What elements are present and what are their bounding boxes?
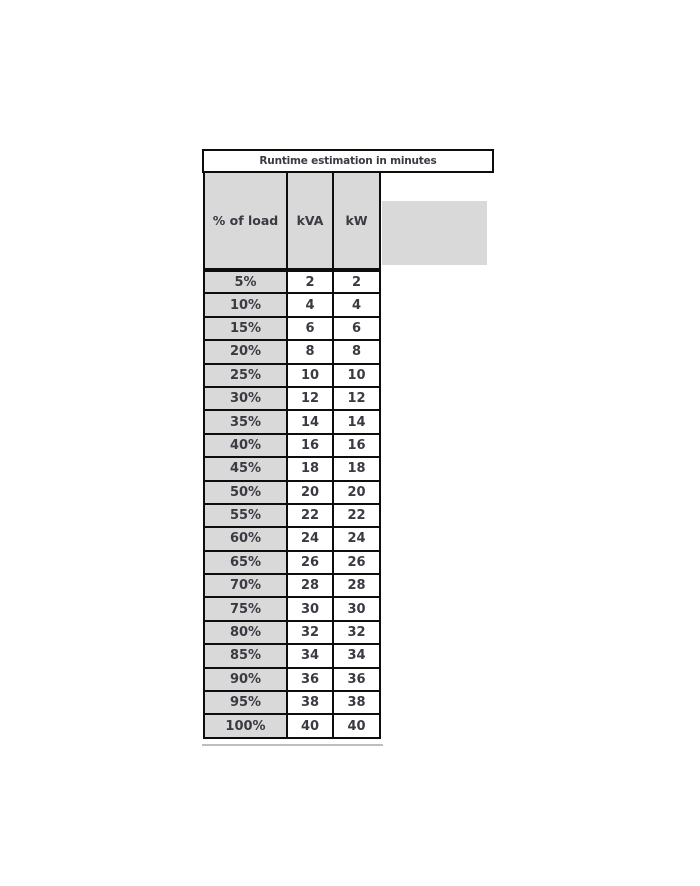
kva-value: 4: [287, 293, 333, 316]
percent-of-load-value: 60%: [204, 527, 287, 550]
kva-value: 22: [287, 504, 333, 527]
kva-value: 36: [287, 668, 333, 691]
gray-placeholder-box: [382, 201, 487, 265]
kva-value: 24: [287, 527, 333, 550]
kw-value: 30: [333, 597, 380, 620]
kva-value: 26: [287, 551, 333, 574]
kva-value: 10: [287, 364, 333, 387]
table-header-row: [204, 172, 380, 270]
header-kw: kW: [333, 172, 380, 270]
percent-of-load-value: 15%: [204, 317, 287, 340]
percent-of-load-value: 5%: [204, 270, 287, 293]
table-row: [204, 714, 380, 737]
kw-value: 32: [333, 621, 380, 644]
kw-value: 8: [333, 340, 380, 363]
kw-value: 26: [333, 551, 380, 574]
table-row: [204, 504, 380, 527]
kw-value: 18: [333, 457, 380, 480]
kva-value: 38: [287, 691, 333, 714]
kw-value: 12: [333, 387, 380, 410]
percent-of-load-value: 35%: [204, 410, 287, 433]
table-row: [204, 668, 380, 691]
kw-value: 40: [333, 714, 380, 737]
table-title: Runtime estimation in minutes: [259, 155, 437, 167]
kva-value: 32: [287, 621, 333, 644]
percent-of-load-value: 95%: [204, 691, 287, 714]
table-row: [204, 410, 380, 433]
table-row: [204, 621, 380, 644]
header-kva: kVA: [287, 172, 333, 270]
kw-value: 36: [333, 668, 380, 691]
table-row: [204, 481, 380, 504]
kva-value: 16: [287, 434, 333, 457]
kw-value: 22: [333, 504, 380, 527]
kva-value: 6: [287, 317, 333, 340]
header-percent-of-load: % of load: [204, 172, 287, 270]
table-row: [204, 293, 380, 316]
kva-value: 14: [287, 410, 333, 433]
kw-value: 34: [333, 644, 380, 667]
kw-value: 38: [333, 691, 380, 714]
kw-value: 28: [333, 574, 380, 597]
kw-value: 6: [333, 317, 380, 340]
percent-of-load-value: 20%: [204, 340, 287, 363]
table-row: [204, 644, 380, 667]
percent-of-load-value: 100%: [204, 714, 287, 737]
kva-value: 18: [287, 457, 333, 480]
kw-value: 16: [333, 434, 380, 457]
percent-of-load-value: 75%: [204, 597, 287, 620]
percent-of-load-value: 40%: [204, 434, 287, 457]
table-title-bar: [202, 149, 494, 173]
table-row: [204, 340, 380, 363]
kva-value: 30: [287, 597, 333, 620]
table-row: [204, 387, 380, 410]
kw-value: 24: [333, 527, 380, 550]
kva-value: 12: [287, 387, 333, 410]
table-row: [204, 434, 380, 457]
kw-value: 10: [333, 364, 380, 387]
table-row: [204, 364, 380, 387]
kw-value: 20: [333, 481, 380, 504]
percent-of-load-value: 25%: [204, 364, 287, 387]
percent-of-load-value: 90%: [204, 668, 287, 691]
table-bottom-shadow-line: [202, 744, 383, 746]
kva-value: 20: [287, 481, 333, 504]
percent-of-load-value: 70%: [204, 574, 287, 597]
kw-value: 4: [333, 293, 380, 316]
table-row: [204, 270, 380, 293]
table-row: [204, 551, 380, 574]
table-body: [204, 270, 380, 738]
kva-value: 2: [287, 270, 333, 293]
table-row: [204, 457, 380, 480]
kva-value: 40: [287, 714, 333, 737]
kva-value: 28: [287, 574, 333, 597]
percent-of-load-value: 85%: [204, 644, 287, 667]
kva-value: 8: [287, 340, 333, 363]
runtime-estimation-table: [203, 171, 381, 739]
kva-value: 34: [287, 644, 333, 667]
percent-of-load-value: 50%: [204, 481, 287, 504]
percent-of-load-value: 45%: [204, 457, 287, 480]
table-row: [204, 527, 380, 550]
table-row: [204, 597, 380, 620]
kw-value: 14: [333, 410, 380, 433]
percent-of-load-value: 65%: [204, 551, 287, 574]
table-row: [204, 574, 380, 597]
percent-of-load-value: 30%: [204, 387, 287, 410]
percent-of-load-value: 80%: [204, 621, 287, 644]
table-row: [204, 691, 380, 714]
kw-value: 2: [333, 270, 380, 293]
percent-of-load-value: 55%: [204, 504, 287, 527]
table-row: [204, 317, 380, 340]
percent-of-load-value: 10%: [204, 293, 287, 316]
